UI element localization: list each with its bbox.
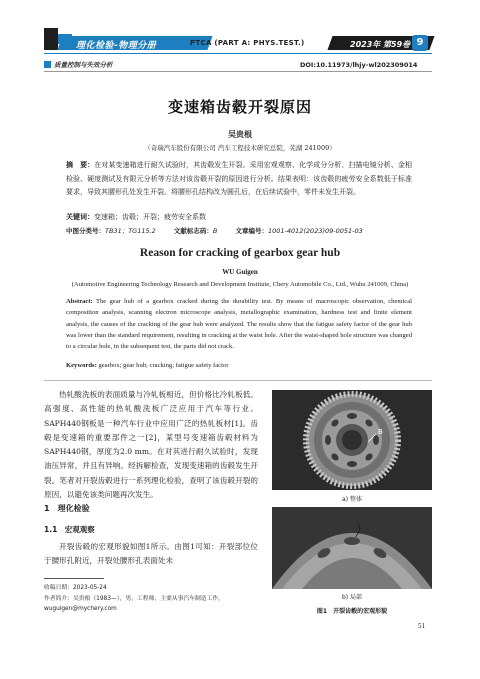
keywords-text-en: gearbox; gear hub; cracking; fatigue safety factor: [98, 362, 229, 369]
article-title-cn: 变速箱齿毂开裂原因: [167, 98, 312, 116]
abstract-label-cn: 摘 要：: [66, 160, 95, 169]
page-number: 51: [418, 622, 425, 630]
clc: 中图分类号：TB31；TG115.2: [66, 227, 156, 235]
author-en: WU Guigen: [222, 268, 258, 276]
abstract-text-en: The gear hub of a gearbox cracked during the durability test. By means of macroscopic observation, chemical composition analysis, scanning electron microscope analysis, metallographic examination, hardness test and finite element analysis, the causes of the cracking of the gear hub were analyzed. The results show that the fatigue safety factor of the gear hub was lower than the standard requirement, resulting in cracking at the waist hole. After the waist-shaped hole structure was changed to a circular hole, in the subsequent test, the parts did not crack.: [66, 298, 412, 351]
footnote-rule: [44, 578, 104, 579]
subheader-rule: [44, 71, 432, 72]
keywords-cn: [66, 212, 206, 222]
section-heading-1: 1 理化检验: [44, 504, 90, 513]
gear-hub-detail-image: [272, 507, 432, 589]
journal-name-en: PTCA (PART A: PHYS.TEST.): [190, 39, 305, 47]
column-square-icon: [44, 61, 51, 68]
column-tag: [44, 60, 113, 69]
author-bio: 作者简介：吴贵根（1983—），男，工程师，主要从事汽车制造工作，wuguigen@mychery.com: [44, 595, 224, 612]
footnote: [44, 583, 258, 615]
keywords-label-cn: 关键词：: [66, 212, 94, 221]
figure-1a-caption: a) 整体: [342, 496, 362, 503]
figure-1b-caption: b) 局部: [341, 594, 363, 601]
abstract-label-en: Abstract:: [66, 298, 93, 305]
gear-hub-overall-image: [272, 390, 432, 490]
section-separator: [44, 380, 432, 381]
article-number: 文章编号：1001-4012(2023)09-0051-03: [235, 227, 363, 235]
crack-marker-label: B: [378, 428, 383, 436]
section-heading-1-1: 1.1 宏观观察: [44, 525, 95, 534]
column-label: 质量控制与失效分析: [54, 61, 113, 69]
abstract-en: [66, 296, 412, 352]
keywords-en: [66, 362, 228, 369]
affiliation-cn: （奇瑞汽车股份有限公司 汽车工程技术研究总院，芜湖 241009）: [144, 144, 336, 152]
abstract-cn: [66, 158, 412, 200]
affiliation-en: (Automotive Engineering Technology Research and Development Institute, Chery Automobile Co., Ltd., Wuhu 241009, China): [71, 281, 409, 288]
author-cn: 吴贵根: [228, 130, 252, 139]
keywords-label-en: Keywords:: [66, 362, 97, 369]
body-paragraph-1: 热轧酸洗板的表面质量与冷轧板相近，但价格比冷轧板低。高强度、高性能的热轧酸洗板广泛应用于汽车等行业。SAPH440钢板是一种汽车行业中应用广泛的热轧板材[1]。齿毂是变速箱的重要部件之一[2]，某型号变速箱齿毂材料为SAPH440钢，厚度为2.0 mm。在对其进行耐久试验时，发现油压异常，并且有异响。经拆解检查，发现变速箱的齿毂发生开裂。笔者对开裂齿毂进行一系列理化检验，查明了该齿毂开裂的原因，以避免该类问题再次发生。: [44, 390, 258, 500]
header-rule: [44, 53, 432, 54]
issue-label: 2023年 第59卷: [350, 40, 411, 49]
figure-1b-photo: [272, 507, 432, 589]
abstract-text-cn: 在对某变速箱进行耐久试验时，其齿毂发生开裂。采用宏观观察、化学成分分析、扫描电镜分析、金相检验、硬度测试及有限元分析等方法对该齿毂开裂的原因进行分析。结果表明：该齿毂的疲劳安全系数低于标准要求，导致其腰形孔处发生开裂。将腰形孔结构改为圆孔后，在后续试验中，零件未发生开裂。: [66, 161, 412, 196]
journal-name-cn: 理化检验-物理分册: [76, 41, 157, 51]
received-date: 收稿日期：2023-05-24: [44, 585, 107, 591]
figure-1a-photo: [272, 390, 432, 490]
figure-1-caption: 图1 开裂齿毂的宏观形貌: [316, 608, 388, 615]
article-title-en: Reason for cracking of gearbox gear hub: [139, 247, 341, 259]
document-code: 文献标志码：B: [173, 227, 218, 235]
doi: DOI:10.11973/lhjy-wl202309014: [300, 61, 418, 69]
classification-line: [66, 226, 412, 235]
body-paragraph-2: 开裂齿毂的宏观形貌如图1所示。由图1可知：开裂部位位于腰形孔附近，开裂处腰形孔表面处未: [44, 542, 258, 566]
keywords-text-cn: 变速箱；齿毂；开裂；疲劳安全系数: [94, 213, 206, 221]
issue-number-badge: 9: [412, 35, 428, 51]
